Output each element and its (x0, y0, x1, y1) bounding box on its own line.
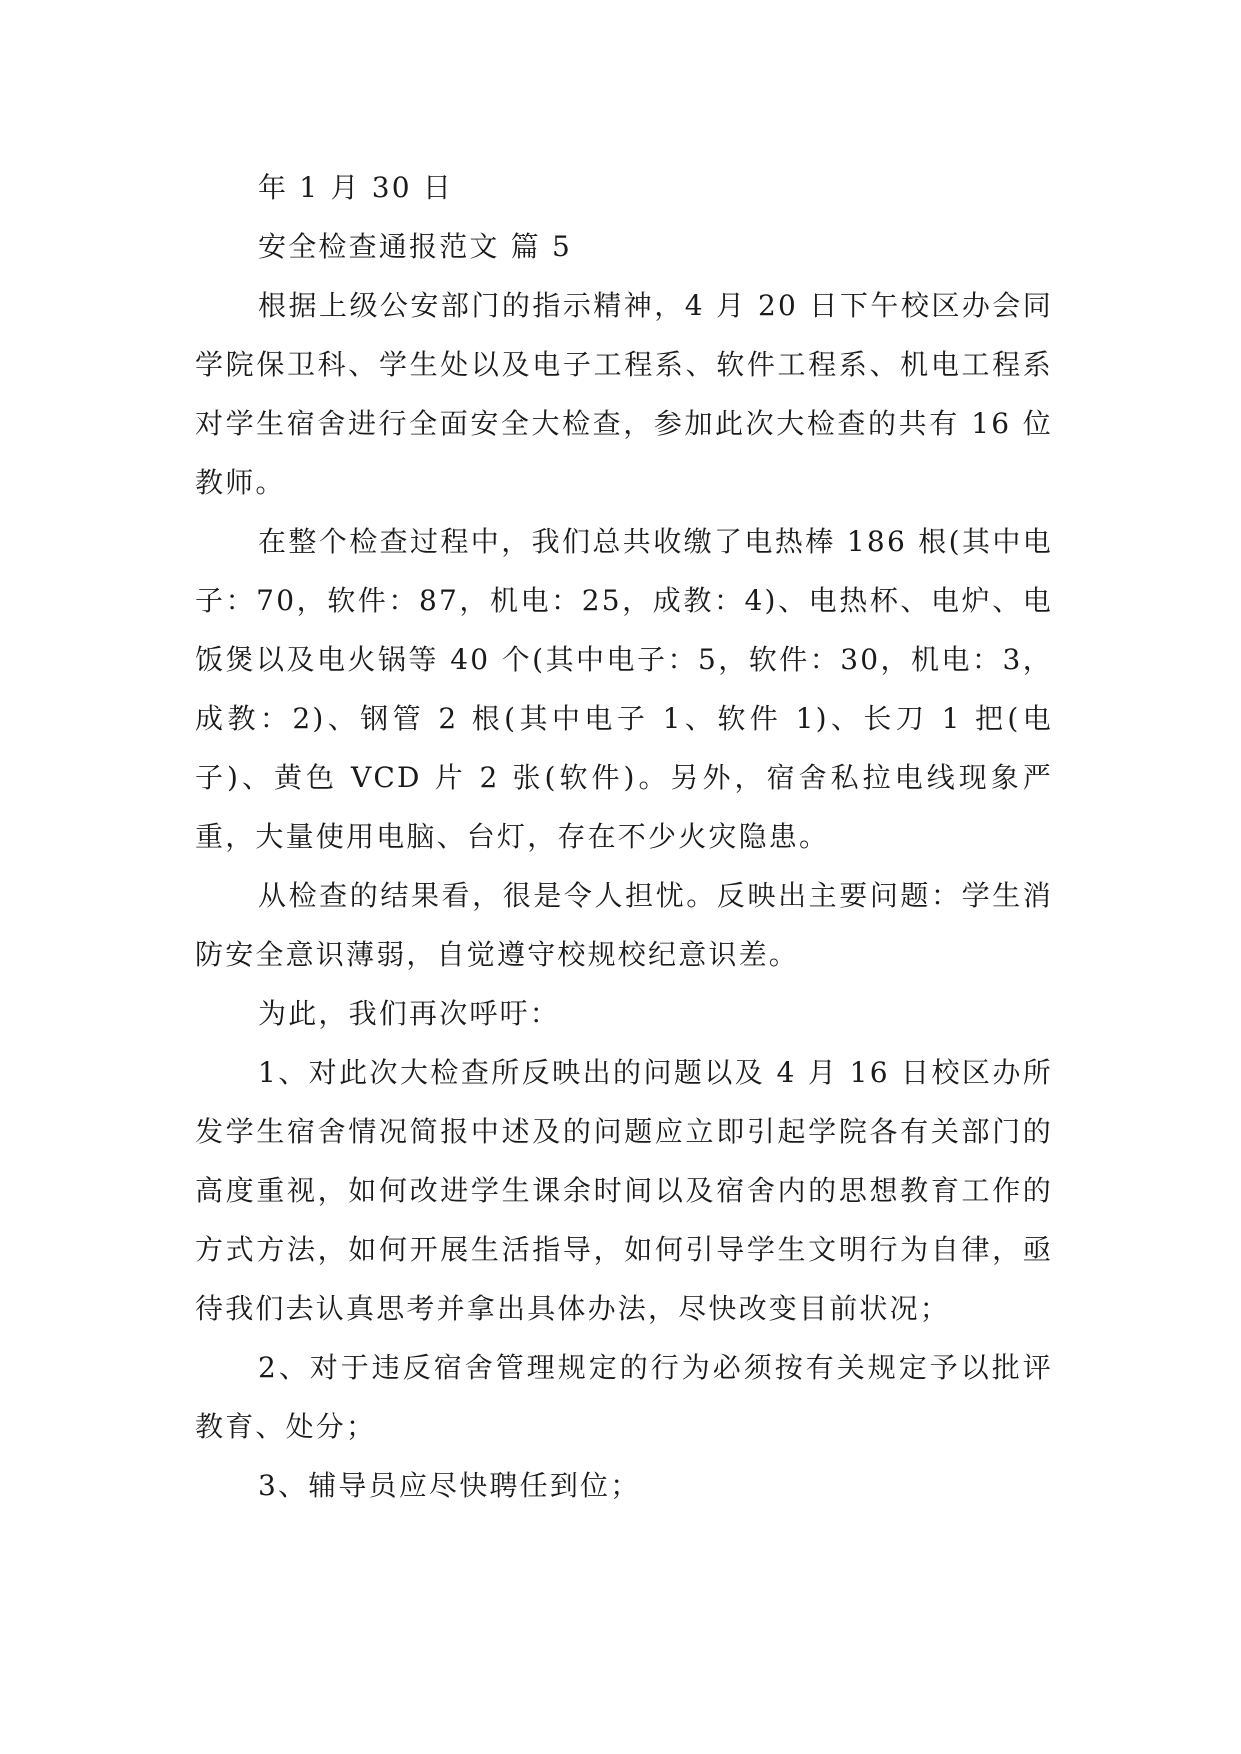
list-item: 1、对此次大检查所反映出的问题以及 4 月 16 日校区办所发学生宿舍情况简报中述及的问题应立即引起学院各有关部门的高度重视，如何改进学生课余时间以及宿舍内的思想教育工作的方式方法，如何开展生活指导，如何引导学生文明行为自律，亟待我们去认真思考并拿出具体办法，尽快改变目前状况； (195, 1056, 1053, 1325)
list-item: 3、辅导员应尽快聘任到位； (258, 1469, 641, 1502)
body-paragraph: 在整个检查过程中，我们总共收缴了电热棒 186 根(其中电子：70，软件：87，机电：25，成教：4)、电热杯、电炉、电饭煲以及电火锅等 40 个(其中电子：5，软件：30，机电：3，成教：2)、钢管 2 根(其中电子 1、软件 1)、长刀 1 把(电子)、黄色 VCD 片 2 张(软件)。另外，宿舍私拉电线现象严重，大量使用电脑、台灯，存在不少火灾隐患。 (195, 525, 1053, 853)
body-paragraph: 从检查的结果看，很是令人担忧。反映出主要问题：学生消防安全意识薄弱，自觉遵守校规校纪意识差。 (195, 879, 1053, 971)
body-paragraph: 根据上级公安部门的指示精神，4 月 20 日下午校区办会同学院保卫科、学生处以及电子工程系、软件工程系、机电工程系对学生宿舍进行全面安全大检查，参加此次大检查的共有 16 位教师。 (195, 289, 1053, 499)
section-heading: 安全检查通报范文 篇 5 (258, 230, 573, 263)
list-item: 2、对于违反宿舍管理规定的行为必须按有关规定予以批评教育、处分； (195, 1351, 1053, 1443)
body-paragraph: 为此，我们再次呼吁： (258, 997, 561, 1030)
date-line: 年 1 月 30 日 (258, 171, 454, 204)
document-body (195, 158, 1053, 1515)
